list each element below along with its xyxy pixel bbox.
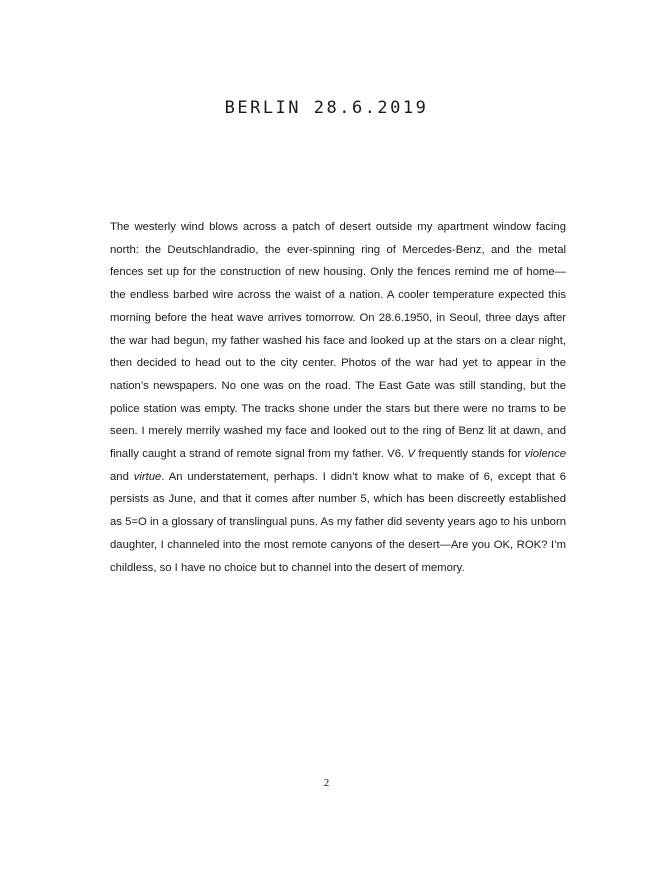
paragraph-text-part-2: frequently stands for [415, 448, 525, 461]
page-number: 2 [323, 777, 330, 789]
paragraph-text-and: and [110, 470, 134, 483]
italic-virtue: virtue [133, 470, 162, 483]
paragraph-text-part-1: The westerly wind blows across a patch of desert outside my apartment window facing north: the Deutschlandradio, the ever-spinning ring of Mercedes-Benz, and the metal fences set up for the construction of new housing. Only the fences remind me of home—the endless barbed wire across the waist of a nation. A cooler temperature expected this morning before the heat wave arrives tomorrow. On 28.6.1950, in Seoul, three days after the war had begun, my father washed his face and looked up at the stars on a clear night, then decided to head out to the city center. Photos of the war had yet to appear in the nation’s newspapers. No one was on the road. The East Gate was still standing, but the police station was empty. The tracks shone under the stars but there were no trams to be seen. I merely merrily washed my face and looked out to the ring of Benz lit at dawn, and finally caught a strand of remote signal from my father. V6. [110, 221, 566, 461]
paragraph-text-part-3: . An understatement, perhaps. I didn’t know what to make of 6, except that 6 persists as June, and that it comes after number 5, which has been discreetly established as 5=O in a glossary of translingual puns. As my father did seventy years ago to his unborn daughter, I channeled into the most remote canyons of the desert—Are you OK, ROK? I’m childless, so I have no choice but to channel into the desert of memory. [110, 470, 566, 574]
body-paragraph [110, 216, 566, 579]
italic-violence: violence [524, 448, 566, 461]
page-title: BERLIN 28.6.2019 [224, 98, 429, 118]
italic-v-letter: V [407, 448, 416, 461]
